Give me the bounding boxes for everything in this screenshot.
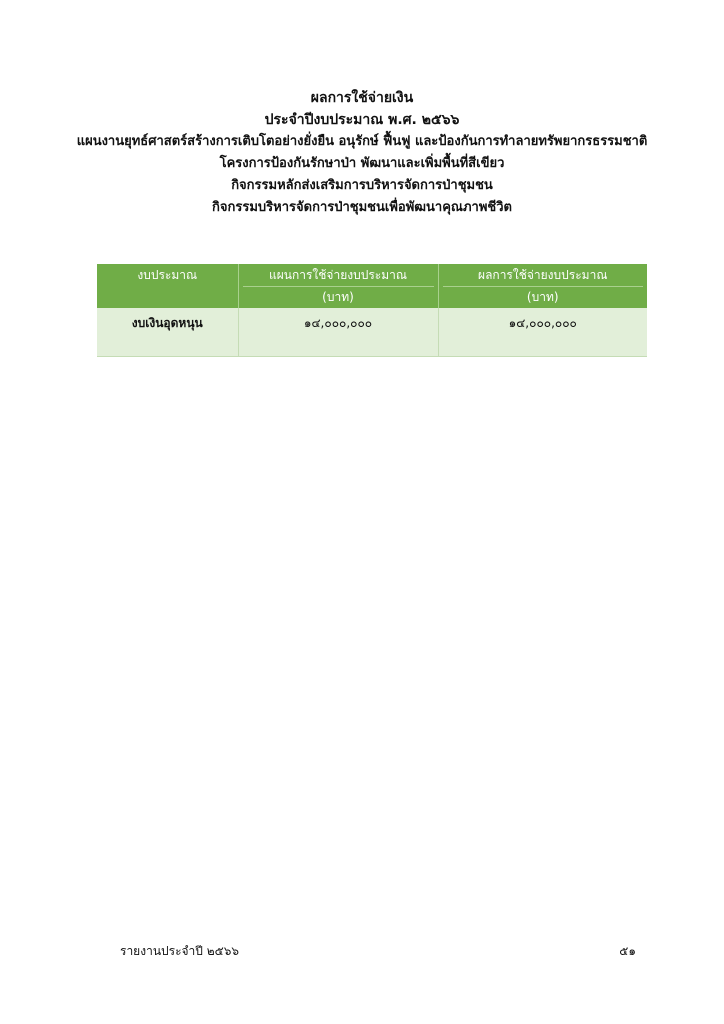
table-header-row bbox=[97, 264, 647, 308]
header-planned bbox=[238, 264, 438, 308]
header-actual bbox=[438, 264, 647, 308]
footer-page-number: ๕๑ bbox=[619, 944, 636, 958]
project-line: โครงการป้องกันรักษาป่า พัฒนาและเพิ่มพื้นที่สีเขียว bbox=[219, 156, 505, 171]
budget-table bbox=[97, 264, 647, 357]
footer-report-label: รายงานประจำปี ๒๕๖๖ bbox=[120, 944, 239, 958]
plan-line: แผนงานยุทธ์ศาสตร์สร้างการเติบโตอย่างยั่งยืน อนุรักษ์ ฟื้นฟู และป้องกันการทำลายทรัพยากรธรรมชาติ bbox=[76, 134, 648, 149]
row-actual-amount: ๑๔,๐๐๐,๐๐๐ bbox=[438, 308, 647, 357]
document-heading bbox=[0, 87, 724, 219]
header-planned-label: แผนการใช้จ่ายงบประมาณ bbox=[243, 264, 434, 287]
row-budget-type: งบเงินอุดหนุน bbox=[97, 308, 238, 357]
document-title: ผลการใช้จ่ายเงิน bbox=[310, 90, 414, 106]
header-budget-type bbox=[97, 264, 238, 308]
header-actual-label: ผลการใช้จ่ายงบประมาณ bbox=[443, 264, 644, 287]
main-activity-line: กิจกรรมหลักส่งเสริมการบริหารจัดการป่าชุมชน bbox=[231, 178, 493, 193]
row-planned-amount: ๑๔,๐๐๐,๐๐๐ bbox=[238, 308, 438, 357]
fiscal-year-line: ประจำปีงบประมาณ พ.ศ. ๒๕๖๖ bbox=[264, 112, 460, 128]
header-budget-type-label: งบประมาณ bbox=[137, 268, 198, 282]
table-row bbox=[97, 308, 647, 357]
activity-line: กิจกรรมบริหารจัดการป่าชุมชนเพื่อพัฒนาคุณภาพชีวิต bbox=[212, 200, 512, 215]
header-actual-unit: (บาท) bbox=[526, 290, 559, 304]
header-planned-unit: (บาท) bbox=[322, 290, 354, 304]
